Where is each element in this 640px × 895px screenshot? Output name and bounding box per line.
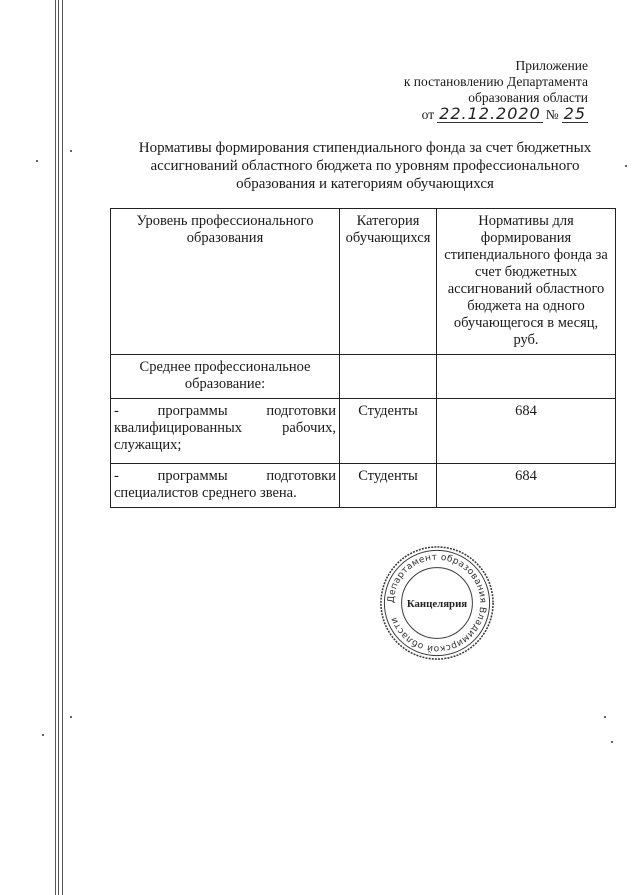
scan-speck xyxy=(625,165,627,167)
table-row xyxy=(111,399,616,464)
appendix-line-1: Приложение xyxy=(515,58,588,73)
norms-table xyxy=(110,208,616,508)
row-level: - программы подготовки специалистов среднего звена. xyxy=(111,464,340,508)
appendix-block xyxy=(358,58,588,123)
number-sign: № xyxy=(545,107,559,122)
scan-speck xyxy=(604,716,606,718)
document-title: Нормативы формирования стипендиального фонда за счет бюджетных ассигнований областного бюджета по уровням профессионального образования и категориям обучающихся xyxy=(138,140,592,192)
appendix-line-2: к постановлению Департамента xyxy=(403,74,588,89)
table-header-row xyxy=(111,209,616,355)
header-norm: Нормативы для формирования стипендиального фонда за счет бюджетных ассигнований областного бюджета на одного обучающегося в месяц, руб. xyxy=(437,209,616,355)
scan-speck xyxy=(611,741,613,743)
empty-cell xyxy=(340,355,437,399)
handwritten-number: 25 xyxy=(563,104,586,123)
stamp-center-text: Канцелярия xyxy=(406,597,468,610)
row-norm: 684 xyxy=(437,464,616,508)
section-label: Среднее профессиональное образование: xyxy=(111,355,340,399)
handwritten-date: 22.12.2020 xyxy=(439,104,541,123)
table-section-row xyxy=(111,355,616,399)
row-category: Студенты xyxy=(340,399,437,464)
empty-cell xyxy=(437,355,616,399)
stamp-ring-text: Департамент образования Владимирской области xyxy=(386,552,488,654)
header-level: Уровень профессионального образования xyxy=(111,209,340,355)
header-category: Категория обучающихся xyxy=(340,209,437,355)
appendix-line-3: образования области xyxy=(468,90,588,105)
row-category: Студенты xyxy=(340,464,437,508)
row-level: - программы подготовки квалифицированных рабочих, служащих; xyxy=(111,399,340,464)
date-prefix: от xyxy=(421,107,435,122)
binding-lines xyxy=(55,0,65,895)
appendix-date-line xyxy=(358,106,588,123)
table-row xyxy=(111,464,616,508)
office-seal-stamp xyxy=(378,544,496,662)
row-norm: 684 xyxy=(437,399,616,464)
scan-speck xyxy=(42,734,44,736)
scan-speck xyxy=(36,160,38,162)
scan-speck xyxy=(70,716,72,718)
scan-speck xyxy=(70,150,72,152)
